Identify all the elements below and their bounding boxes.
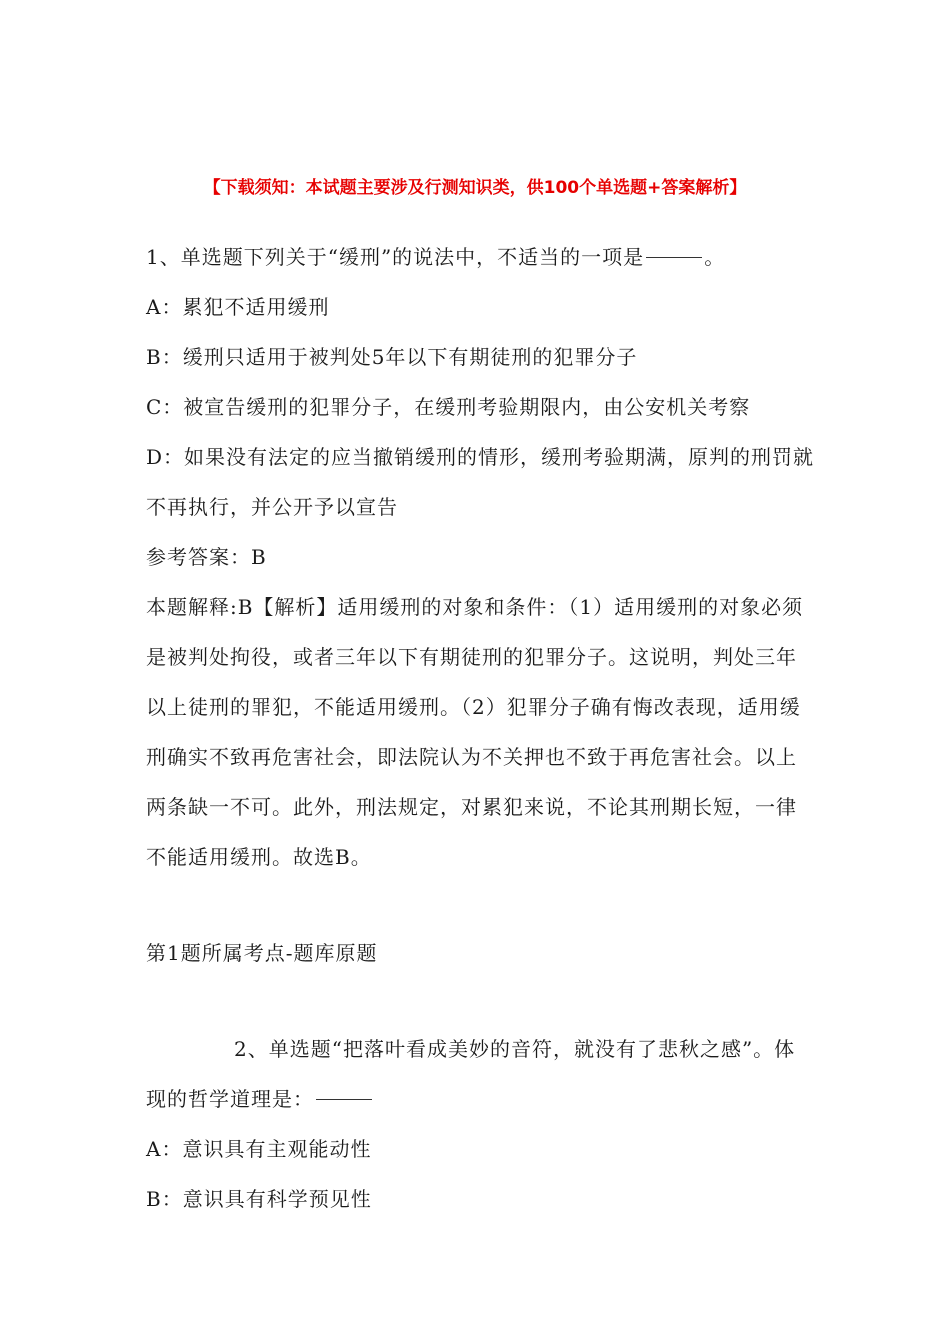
- question-1-option-a: A：累犯不适用缓刑: [146, 295, 330, 319]
- question-1-option-b: B：缓刑只适用于被判处5年以下有期徒刑的犯罪分子: [146, 345, 638, 369]
- question-content: [146, 232, 816, 1224]
- question-2-option-a: A：意识具有主观能动性: [146, 1137, 372, 1161]
- question-1-stem: 1、单选题下列关于“缓刑”的说法中，不适当的一项是 。: [146, 245, 726, 269]
- spacer: [146, 978, 816, 1024]
- question-1-explanation: 本题解释:B【解析】适用缓刑的对象和条件：（1）适用缓刑的对象必须是被判处拘役，或者三年以下有期徒刑的犯罪分子。这说明，判处三年以上徒刑的罪犯，不能适用缓刑。（2）犯罪分子确有悔改表现，适用缓刑确实不致再危害社会，即法院认为不关押也不致于再危害社会。以上两条缺一不可。此外，刑法规定，对累犯来说，不论其刑期长短，一律不能适用缓刑。故选B。: [146, 595, 804, 869]
- question-1-option-d: D：如果没有法定的应当撤销缓刑的情形，缓刑考验期满，原判的刑罚就不再执行，并公开予以宣告: [146, 445, 815, 519]
- question-1-option-c: C：被宣告缓刑的犯罪分子，在缓刑考验期限内，由公安机关考察: [146, 395, 751, 419]
- answer-blank: [316, 1098, 372, 1100]
- download-notice: 【下载须知：本试题主要涉及行测知识类，供100个单选题+答案解析】: [203, 178, 747, 198]
- question-1-point: 第1题所属考点-题库原题: [146, 941, 378, 965]
- question-2-stem: 2、单选题“把落叶看成美妙的音符，就没有了悲秋之感”。体现的哲学道理是：: [146, 1037, 796, 1111]
- question-2-option-b: B：意识具有科学预见性: [146, 1187, 372, 1211]
- answer-blank: [646, 256, 702, 258]
- spacer: [146, 882, 816, 928]
- question-1-answer: 参考答案：B: [146, 545, 267, 569]
